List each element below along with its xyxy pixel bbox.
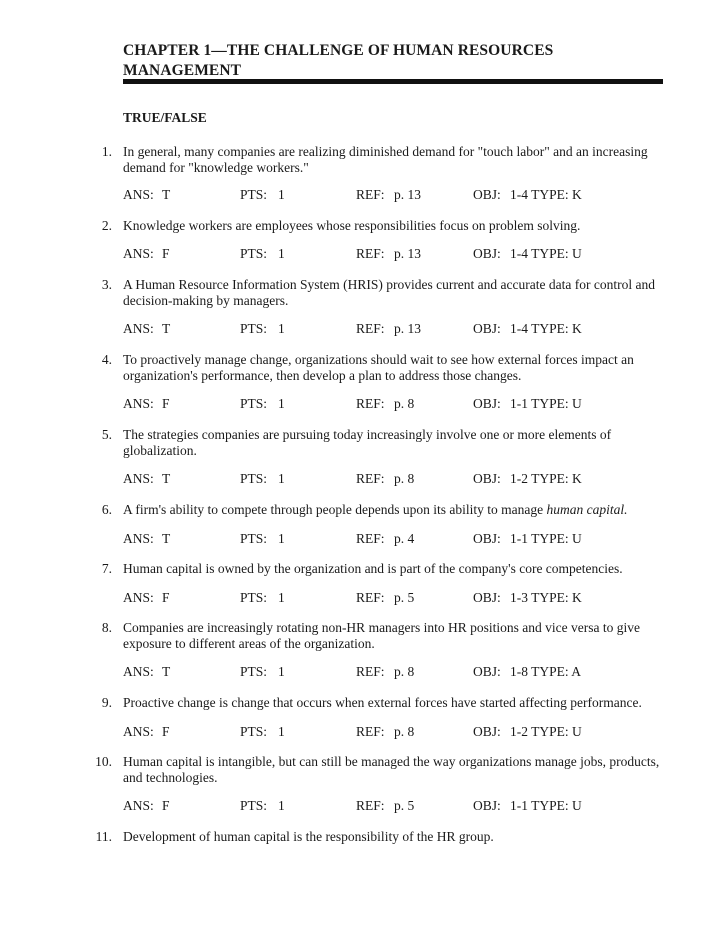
obj-label: OBJ: [473,321,501,336]
question-text-line [123,695,663,711]
question-text-line [123,502,663,518]
obj-value: 1-4 TYPE: K [510,187,582,202]
question-text [123,427,663,459]
ans-label: ANS: [123,664,154,679]
obj-label: OBJ: [473,590,501,605]
question-text-line [123,829,663,845]
ref-label: REF: [356,471,385,486]
ref-value: p. 5 [394,798,415,813]
question-text-run: The strategies companies are pursuing today increasingly involve one or more elements of [123,427,612,442]
ans-value: T [162,187,171,202]
question-text [123,144,663,176]
ref-value: p. 8 [394,396,415,411]
question-text-line [123,160,663,176]
question-text-run: exposure to different areas of the organization. [123,636,375,651]
question-text-run: In general, many companies are realizing diminished demand for "touch labor" and an increasing [123,144,648,159]
answer-row [0,724,728,740]
question-text [123,695,663,711]
ans-value: F [162,246,170,261]
question-number: 5. [101,427,112,442]
question-text-line [123,218,663,234]
question-number: 8. [101,620,112,635]
question-text [123,620,663,652]
question-number: 4. [101,352,112,367]
question-text-run: globalization. [123,443,197,458]
question-text-line [123,754,663,770]
ans-value: F [162,724,170,739]
question-text-run: Companies are increasingly rotating non-HR managers into HR positions and vice versa to give [123,620,641,635]
answer-row [0,396,728,412]
question-text-run: A firm's ability to compete through people depends upon its ability to manage [123,502,547,517]
ref-label: REF: [356,798,385,813]
question-text [123,829,663,845]
answer-row [0,321,728,337]
ans-value: T [162,471,171,486]
pts-label: PTS: [240,531,268,546]
ans-label: ANS: [123,396,154,411]
ans-value: T [162,664,171,679]
answer-row [0,590,728,606]
question-text-line [123,293,663,309]
obj-value: 1-1 TYPE: U [510,531,582,546]
question-text [123,218,663,234]
pts-label: PTS: [240,187,268,202]
question-text-line [123,144,663,160]
obj-label: OBJ: [473,471,501,486]
question-text-line [123,620,663,636]
ref-value: p. 13 [394,321,421,336]
question-number: 3. [101,277,112,292]
ref-value: p. 8 [394,471,415,486]
ref-value: p. 5 [394,590,415,605]
obj-value: 1-4 TYPE: U [510,246,582,261]
ans-label: ANS: [123,471,154,486]
question-text-run: A Human Resource Information System (HRIS) provides current and accurate data for control and [123,277,655,292]
ans-value: F [162,396,170,411]
chapter-title [123,41,683,81]
ans-label: ANS: [123,531,154,546]
question-text-run: To proactively manage change, organizations should wait to see how external forces impact an [123,352,634,367]
answer-row [0,246,728,262]
ref-value: p. 13 [394,246,421,261]
question-text-line [123,770,663,786]
question-number: 6. [101,502,112,517]
question-text-line [123,636,663,652]
question-text-run: Development of human capital is the responsibility of the HR group. [123,829,494,844]
pts-label: PTS: [240,798,268,813]
question-text-line [123,352,663,368]
question-text [123,352,663,384]
obj-value: 1-8 TYPE: A [510,664,582,679]
question-text-line [123,443,663,459]
pts-label: PTS: [240,321,268,336]
obj-label: OBJ: [473,724,501,739]
ref-label: REF: [356,321,385,336]
question-text-run: organization's performance, then develop a plan to address those changes. [123,368,522,383]
ans-label: ANS: [123,321,154,336]
question-text-run: Knowledge workers are employees whose responsibilities focus on problem solving. [123,218,581,233]
pts-label: PTS: [240,396,268,411]
pts-label: PTS: [240,471,268,486]
ans-value: T [162,531,171,546]
question-number: 2. [101,218,112,233]
ref-label: REF: [356,396,385,411]
answer-row [0,471,728,487]
pts-value: 1 [278,246,285,261]
ref-value: p. 4 [394,531,415,546]
ans-label: ANS: [123,590,154,605]
pts-value: 1 [278,396,285,411]
pts-label: PTS: [240,664,268,679]
obj-label: OBJ: [473,664,501,679]
obj-value: 1-2 TYPE: U [510,724,582,739]
question-text [123,754,663,786]
ref-label: REF: [356,187,385,202]
question-text-line [123,368,663,384]
answer-row [0,531,728,547]
ref-value: p. 13 [394,187,421,202]
question-text [123,502,663,518]
question-text-line [123,277,663,293]
question-text-run: demand for "knowledge workers." [123,160,309,175]
question-text-run: decision-making by managers. [123,293,289,308]
ans-value: F [162,590,170,605]
ans-label: ANS: [123,798,154,813]
section-heading: TRUE/FALSE [123,110,207,125]
ref-label: REF: [356,724,385,739]
obj-value: 1-2 TYPE: K [510,471,582,486]
obj-value: 1-4 TYPE: K [510,321,582,336]
pts-value: 1 [278,471,285,486]
title-rule [123,79,663,84]
ref-value: p. 8 [394,664,415,679]
question-text [123,277,663,309]
ref-label: REF: [356,590,385,605]
obj-label: OBJ: [473,798,501,813]
ans-label: ANS: [123,246,154,261]
answer-row [0,187,728,203]
pts-value: 1 [278,724,285,739]
pts-label: PTS: [240,724,268,739]
pts-value: 1 [278,590,285,605]
obj-value: 1-1 TYPE: U [510,396,582,411]
obj-label: OBJ: [473,246,501,261]
answer-row [0,664,728,680]
question-number: 11. [95,829,112,844]
pts-value: 1 [278,187,285,202]
question-text [123,561,663,577]
ref-label: REF: [356,531,385,546]
ref-value: p. 8 [394,724,415,739]
obj-label: OBJ: [473,396,501,411]
question-text-run: Proactive change is change that occurs when external forces have started affecting performance. [123,695,642,710]
ans-value: F [162,798,170,813]
answer-row [0,798,728,814]
question-number: 10. [95,754,112,769]
question-text-line [123,561,663,577]
pts-label: PTS: [240,590,268,605]
question-number: 7. [101,561,112,576]
ans-value: T [162,321,171,336]
question-number: 1. [101,144,112,159]
question-text-run: and technologies. [123,770,218,785]
ref-label: REF: [356,246,385,261]
obj-label: OBJ: [473,531,501,546]
obj-value: 1-1 TYPE: U [510,798,582,813]
pts-label: PTS: [240,246,268,261]
pts-value: 1 [278,798,285,813]
ans-label: ANS: [123,187,154,202]
pts-value: 1 [278,531,285,546]
question-text-line [123,427,663,443]
chapter-title-line-2: MANAGEMENT [123,62,242,79]
question-text-run: Human capital is intangible, but can still be managed the way organizations manage jobs, products, [123,754,660,769]
pts-value: 1 [278,664,285,679]
question-text-run: Human capital is owned by the organization and is part of the company's core competencies. [123,561,623,576]
obj-label: OBJ: [473,187,501,202]
question-number: 9. [101,695,112,710]
chapter-title-line-1: CHAPTER 1—THE CHALLENGE OF HUMAN RESOURCES [123,42,554,59]
ans-label: ANS: [123,724,154,739]
obj-value: 1-3 TYPE: K [510,590,582,605]
ref-label: REF: [356,664,385,679]
italic-term: human capital. [546,502,628,517]
pts-value: 1 [278,321,285,336]
